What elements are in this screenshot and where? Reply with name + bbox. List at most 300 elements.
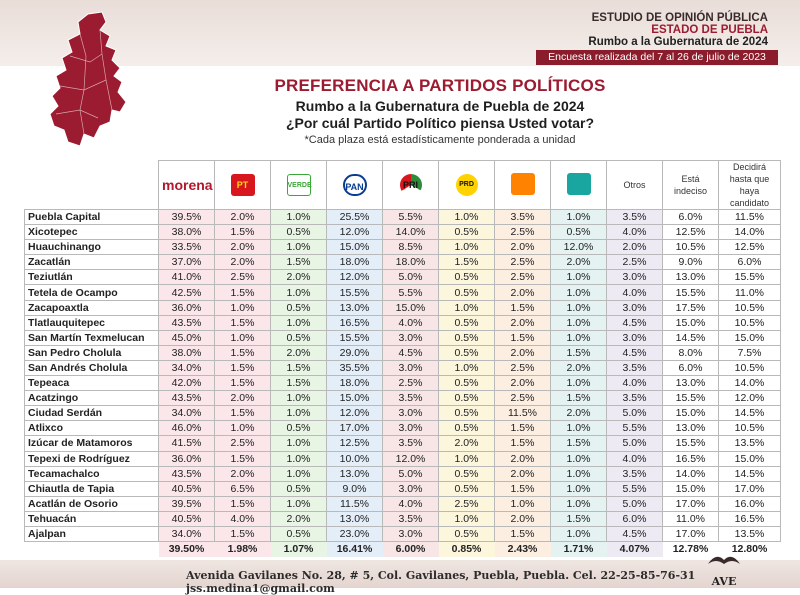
value-cell: 3.0%	[383, 481, 439, 496]
value-cell: 1.0%	[215, 421, 271, 436]
value-cell: 5.0%	[607, 406, 663, 421]
race-title: Rumbo a la Gubernatura de 2024	[588, 36, 768, 48]
value-cell: 15.0%	[663, 406, 719, 421]
value-cell: 5.0%	[383, 466, 439, 481]
value-cell: 39.5%	[159, 210, 215, 225]
value-cell: 3.0%	[383, 330, 439, 345]
value-cell: 15.5%	[663, 436, 719, 451]
value-cell: 1.0%	[215, 300, 271, 315]
value-cell: 16.5%	[327, 315, 383, 330]
value-cell: 5.0%	[383, 270, 439, 285]
total-cell: 4.07%	[607, 542, 663, 557]
value-cell: 3.0%	[607, 270, 663, 285]
main-title: PREFERENCIA A PARTIDOS POLÍTICOS	[274, 76, 606, 95]
value-cell: 0.5%	[439, 481, 495, 496]
value-cell: 40.5%	[159, 481, 215, 496]
total-cell: 16.41%	[327, 542, 383, 557]
value-cell: 11.5%	[495, 406, 551, 421]
value-cell: 4.0%	[383, 315, 439, 330]
value-cell: 46.0%	[159, 421, 215, 436]
value-cell: 3.0%	[607, 300, 663, 315]
value-cell: 1.0%	[271, 285, 327, 300]
value-cell: 10.5%	[663, 240, 719, 255]
value-cell: 1.0%	[271, 406, 327, 421]
value-cell: 2.0%	[551, 406, 607, 421]
value-cell: 17.0%	[327, 421, 383, 436]
value-cell: 0.5%	[439, 225, 495, 240]
value-cell: 41.5%	[159, 436, 215, 451]
value-cell: 11.5%	[327, 496, 383, 511]
value-cell: 1.5%	[271, 255, 327, 270]
value-cell: 3.5%	[495, 210, 551, 225]
value-cell: 16.5%	[719, 511, 781, 526]
value-cell: 2.5%	[215, 436, 271, 451]
municipality-name: San Andrés Cholula	[25, 360, 159, 375]
value-cell: 9.0%	[327, 481, 383, 496]
value-cell: 14.5%	[663, 330, 719, 345]
value-cell: 4.5%	[607, 315, 663, 330]
municipality-name: Atlixco	[25, 421, 159, 436]
value-cell: 16.0%	[719, 496, 781, 511]
totals-row	[25, 542, 781, 557]
table-row	[25, 300, 781, 315]
value-cell: 18.0%	[327, 376, 383, 391]
value-cell: 10.5%	[719, 315, 781, 330]
value-cell: 2.0%	[495, 345, 551, 360]
value-cell: 3.5%	[607, 466, 663, 481]
value-cell: 15.5%	[327, 330, 383, 345]
municipality-name: Tepeaca	[25, 376, 159, 391]
candidato-header: Decidirá hasta que haya candidato	[719, 161, 781, 210]
value-cell: 34.0%	[159, 360, 215, 375]
value-cell: 0.5%	[439, 421, 495, 436]
value-cell: 1.0%	[551, 330, 607, 345]
value-cell: 1.5%	[495, 421, 551, 436]
value-cell: 2.5%	[495, 270, 551, 285]
value-cell: 14.0%	[663, 466, 719, 481]
value-cell: 1.0%	[551, 466, 607, 481]
value-cell: 12.0%	[327, 270, 383, 285]
value-cell: 6.0%	[663, 210, 719, 225]
value-cell: 12.0%	[551, 240, 607, 255]
value-cell: 1.5%	[215, 406, 271, 421]
value-cell: 12.5%	[327, 436, 383, 451]
table-row	[25, 466, 781, 481]
value-cell: 0.5%	[271, 421, 327, 436]
value-cell: 1.5%	[215, 376, 271, 391]
value-cell: 12.5%	[719, 240, 781, 255]
value-cell: 1.0%	[439, 511, 495, 526]
value-cell: 1.5%	[495, 330, 551, 345]
value-cell: 2.0%	[551, 360, 607, 375]
value-cell: 17.0%	[719, 481, 781, 496]
value-cell: 2.0%	[439, 436, 495, 451]
value-cell: 0.5%	[439, 466, 495, 481]
value-cell: 3.5%	[383, 391, 439, 406]
ave-logo: AVE	[706, 550, 742, 584]
value-cell: 1.5%	[215, 345, 271, 360]
value-cell: 6.5%	[215, 481, 271, 496]
value-cell: 6.0%	[719, 255, 781, 270]
table-row	[25, 285, 781, 300]
value-cell: 2.5%	[383, 376, 439, 391]
value-cell: 15.0%	[327, 391, 383, 406]
value-cell: 2.0%	[271, 270, 327, 285]
value-cell: 1.0%	[271, 436, 327, 451]
value-cell: 15.0%	[383, 300, 439, 315]
value-cell: 17.0%	[663, 526, 719, 541]
value-cell: 10.5%	[719, 360, 781, 375]
value-cell: 4.0%	[607, 451, 663, 466]
value-cell: 0.5%	[439, 315, 495, 330]
value-cell: 3.5%	[607, 210, 663, 225]
value-cell: 1.5%	[215, 360, 271, 375]
value-cell: 13.5%	[719, 436, 781, 451]
table-row	[25, 360, 781, 375]
value-cell: 4.0%	[215, 511, 271, 526]
value-cell: 41.0%	[159, 270, 215, 285]
value-cell: 2.0%	[215, 210, 271, 225]
value-cell: 2.5%	[495, 225, 551, 240]
value-cell: 10.0%	[327, 451, 383, 466]
value-cell: 15.5%	[327, 285, 383, 300]
value-cell: 15.0%	[663, 315, 719, 330]
value-cell: 0.5%	[439, 270, 495, 285]
title-block	[210, 76, 670, 146]
table-row	[25, 330, 781, 345]
value-cell: 3.0%	[607, 330, 663, 345]
value-cell: 2.0%	[495, 511, 551, 526]
value-cell: 0.5%	[439, 406, 495, 421]
value-cell: 13.0%	[663, 270, 719, 285]
value-cell: 18.0%	[327, 255, 383, 270]
municipality-name: Tepexi de Rodríguez	[25, 451, 159, 466]
municipality-name: Teziutlán	[25, 270, 159, 285]
municipality-name: Huauchinango	[25, 240, 159, 255]
value-cell: 29.0%	[327, 345, 383, 360]
value-cell: 33.5%	[159, 240, 215, 255]
value-cell: 12.5%	[663, 225, 719, 240]
value-cell: 2.0%	[495, 451, 551, 466]
value-cell: 1.0%	[551, 285, 607, 300]
value-cell: 1.5%	[271, 360, 327, 375]
value-cell: 43.5%	[159, 466, 215, 481]
table-row	[25, 240, 781, 255]
total-cell: 2.43%	[495, 542, 551, 557]
value-cell: 37.0%	[159, 255, 215, 270]
value-cell: 36.0%	[159, 451, 215, 466]
value-cell: 2.0%	[495, 466, 551, 481]
total-cell: 0.85%	[439, 542, 495, 557]
municipality-name: Tetela de Ocampo	[25, 285, 159, 300]
value-cell: 8.0%	[663, 345, 719, 360]
value-cell: 0.5%	[439, 526, 495, 541]
table-row	[25, 526, 781, 541]
value-cell: 2.5%	[495, 360, 551, 375]
value-cell: 12.0%	[327, 225, 383, 240]
pacto-social-logo	[551, 161, 607, 210]
municipality-name: San Martín Texmelucan	[25, 330, 159, 345]
total-cell: 6.00%	[383, 542, 439, 557]
value-cell: 4.0%	[607, 285, 663, 300]
value-cell: 1.0%	[551, 421, 607, 436]
value-cell: 3.5%	[383, 511, 439, 526]
value-cell: 42.0%	[159, 376, 215, 391]
table-row	[25, 210, 781, 225]
value-cell: 2.0%	[215, 255, 271, 270]
weighting-note: *Cada plaza está estadísticamente ponderada a unidad	[304, 134, 576, 146]
value-cell: 1.5%	[215, 225, 271, 240]
value-cell: 4.0%	[383, 496, 439, 511]
state-title: ESTADO DE PUEBLA	[651, 24, 768, 36]
value-cell: 13.5%	[719, 526, 781, 541]
value-cell: 1.5%	[439, 255, 495, 270]
value-cell: 1.0%	[271, 466, 327, 481]
value-cell: 1.0%	[271, 496, 327, 511]
value-cell: 4.5%	[383, 345, 439, 360]
value-cell: 1.5%	[551, 436, 607, 451]
value-cell: 1.0%	[551, 315, 607, 330]
otros-header: Otros	[607, 161, 663, 210]
pri-logo: PRI	[383, 161, 439, 210]
value-cell: 10.5%	[719, 421, 781, 436]
value-cell: 15.5%	[663, 285, 719, 300]
total-cell: 39.50%	[159, 542, 215, 557]
municipality-name: San Pedro Cholula	[25, 345, 159, 360]
value-cell: 2.0%	[215, 391, 271, 406]
value-cell: 40.5%	[159, 511, 215, 526]
value-cell: 10.5%	[719, 300, 781, 315]
table-row	[25, 436, 781, 451]
value-cell: 1.5%	[215, 496, 271, 511]
study-title: ESTUDIO DE OPINIÓN PÚBLICA	[591, 12, 768, 24]
total-cell: 1.07%	[271, 542, 327, 557]
value-cell: 14.0%	[719, 225, 781, 240]
value-cell: 1.0%	[271, 391, 327, 406]
value-cell: 2.5%	[439, 496, 495, 511]
municipality-name: Tehuacán	[25, 511, 159, 526]
value-cell: 4.5%	[607, 345, 663, 360]
value-cell: 1.5%	[495, 436, 551, 451]
value-cell: 0.5%	[551, 225, 607, 240]
survey-date: Encuesta realizada del 7 al 26 de julio de 2023	[536, 50, 778, 65]
value-cell: 43.5%	[159, 391, 215, 406]
value-cell: 45.0%	[159, 330, 215, 345]
total-cell: 12.80%	[719, 542, 781, 557]
value-cell: 34.0%	[159, 406, 215, 421]
value-cell: 9.0%	[663, 255, 719, 270]
table-row	[25, 225, 781, 240]
table-row	[25, 481, 781, 496]
value-cell: 7.5%	[719, 345, 781, 360]
value-cell: 1.0%	[551, 270, 607, 285]
value-cell: 0.5%	[271, 300, 327, 315]
value-cell: 5.5%	[383, 285, 439, 300]
municipality-name: Xicotepec	[25, 225, 159, 240]
value-cell: 15.0%	[663, 481, 719, 496]
municipality-name: Zacapoaxtla	[25, 300, 159, 315]
value-cell: 2.5%	[495, 391, 551, 406]
indeciso-header: Está indeciso	[663, 161, 719, 210]
value-cell: 42.5%	[159, 285, 215, 300]
value-cell: 1.0%	[271, 451, 327, 466]
value-cell: 8.5%	[383, 240, 439, 255]
value-cell: 1.5%	[215, 285, 271, 300]
table-header-row	[25, 161, 781, 210]
value-cell: 12.0%	[383, 451, 439, 466]
value-cell: 1.0%	[551, 210, 607, 225]
value-cell: 1.5%	[495, 526, 551, 541]
value-cell: 14.5%	[719, 466, 781, 481]
value-cell: 2.0%	[495, 285, 551, 300]
value-cell: 36.0%	[159, 300, 215, 315]
municipality-name: Izúcar de Matamoros	[25, 436, 159, 451]
table-body	[25, 210, 781, 542]
value-cell: 14.5%	[719, 406, 781, 421]
value-cell: 23.0%	[327, 526, 383, 541]
prd-logo: PRD	[439, 161, 495, 210]
value-cell: 3.5%	[607, 360, 663, 375]
value-cell: 2.0%	[215, 240, 271, 255]
total-cell: 12.78%	[663, 542, 719, 557]
total-cell: 1.98%	[215, 542, 271, 557]
value-cell: 2.0%	[495, 315, 551, 330]
value-cell: 4.0%	[607, 376, 663, 391]
pan-logo: PAN	[327, 161, 383, 210]
value-cell: 5.0%	[607, 496, 663, 511]
value-cell: 3.0%	[383, 421, 439, 436]
value-cell: 14.0%	[383, 225, 439, 240]
value-cell: 18.0%	[383, 255, 439, 270]
value-cell: 15.0%	[327, 240, 383, 255]
municipality-name: Zacatlán	[25, 255, 159, 270]
value-cell: 15.0%	[719, 451, 781, 466]
value-cell: 12.0%	[327, 406, 383, 421]
footer-address: Avenida Gavilanes No. 28, # 5, Col. Gavilanes, Puebla, Puebla. Cel. 22-25-85-76-31 jss.medina1@gmail.com	[186, 569, 696, 595]
value-cell: 15.5%	[663, 391, 719, 406]
table-row	[25, 451, 781, 466]
value-cell: 1.0%	[439, 360, 495, 375]
preference-table	[24, 160, 781, 557]
total-cell: 1.71%	[551, 542, 607, 557]
value-cell: 11.0%	[719, 285, 781, 300]
value-cell: 1.0%	[439, 240, 495, 255]
value-cell: 1.5%	[551, 345, 607, 360]
value-cell: 1.0%	[439, 210, 495, 225]
value-cell: 15.5%	[719, 270, 781, 285]
value-cell: 5.0%	[607, 436, 663, 451]
value-cell: 1.5%	[215, 315, 271, 330]
value-cell: 5.5%	[607, 481, 663, 496]
puebla-map	[40, 10, 170, 160]
value-cell: 15.0%	[719, 330, 781, 345]
table-row	[25, 421, 781, 436]
report-header	[492, 10, 778, 52]
value-cell: 1.5%	[271, 376, 327, 391]
value-cell: 11.0%	[663, 511, 719, 526]
value-cell: 1.0%	[551, 526, 607, 541]
value-cell: 2.5%	[607, 255, 663, 270]
value-cell: 2.0%	[495, 240, 551, 255]
value-cell: 35.5%	[327, 360, 383, 375]
pvem-logo: VERDE	[271, 161, 327, 210]
morena-logo: morena	[159, 161, 215, 210]
value-cell: 1.5%	[551, 511, 607, 526]
value-cell: 1.0%	[271, 240, 327, 255]
municipality-name: Ciudad Serdán	[25, 406, 159, 421]
value-cell: 1.5%	[495, 481, 551, 496]
value-cell: 17.5%	[663, 300, 719, 315]
value-cell: 2.0%	[271, 345, 327, 360]
value-cell: 1.0%	[551, 376, 607, 391]
value-cell: 25.5%	[327, 210, 383, 225]
value-cell: 3.0%	[383, 360, 439, 375]
pt-logo: PT	[215, 161, 271, 210]
value-cell: 2.0%	[607, 240, 663, 255]
value-cell: 2.5%	[495, 255, 551, 270]
value-cell: 43.5%	[159, 315, 215, 330]
value-cell: 2.0%	[495, 376, 551, 391]
value-cell: 1.5%	[215, 526, 271, 541]
value-cell: 38.0%	[159, 345, 215, 360]
value-cell: 0.5%	[439, 391, 495, 406]
value-cell: 1.0%	[551, 481, 607, 496]
value-cell: 0.5%	[271, 481, 327, 496]
value-cell: 17.0%	[663, 496, 719, 511]
value-cell: 2.5%	[215, 270, 271, 285]
subtitle: Rumbo a la Gubernatura de Puebla de 2024	[295, 98, 585, 114]
value-cell: 12.0%	[719, 391, 781, 406]
value-cell: 5.5%	[383, 210, 439, 225]
table-row	[25, 270, 781, 285]
value-cell: 13.0%	[327, 466, 383, 481]
table-row	[25, 315, 781, 330]
value-cell: 14.0%	[719, 376, 781, 391]
value-cell: 5.5%	[607, 421, 663, 436]
value-cell: 2.0%	[215, 466, 271, 481]
value-cell: 0.5%	[271, 330, 327, 345]
value-cell: 6.0%	[663, 360, 719, 375]
table-row	[25, 496, 781, 511]
value-cell: 2.0%	[551, 255, 607, 270]
value-cell: 39.5%	[159, 496, 215, 511]
value-cell: 13.0%	[663, 376, 719, 391]
value-cell: 1.0%	[439, 300, 495, 315]
value-cell: 1.0%	[551, 496, 607, 511]
value-cell: 3.5%	[383, 436, 439, 451]
municipality-name: Tlatlauquitepec	[25, 315, 159, 330]
table-row	[25, 255, 781, 270]
value-cell: 0.5%	[439, 285, 495, 300]
value-cell: 0.5%	[439, 330, 495, 345]
value-cell: 13.0%	[663, 421, 719, 436]
value-cell: 6.0%	[607, 511, 663, 526]
value-cell: 2.0%	[271, 511, 327, 526]
value-cell: 3.0%	[383, 406, 439, 421]
table-row	[25, 345, 781, 360]
mc-logo	[495, 161, 551, 210]
value-cell: 4.0%	[607, 225, 663, 240]
value-cell: 13.0%	[327, 511, 383, 526]
value-cell: 16.5%	[663, 451, 719, 466]
value-cell: 13.0%	[327, 300, 383, 315]
value-cell: 1.5%	[215, 451, 271, 466]
value-cell: 1.0%	[271, 315, 327, 330]
value-cell: 34.0%	[159, 526, 215, 541]
municipality-name: Tecamachalco	[25, 466, 159, 481]
value-cell: 3.5%	[607, 391, 663, 406]
table-row	[25, 406, 781, 421]
